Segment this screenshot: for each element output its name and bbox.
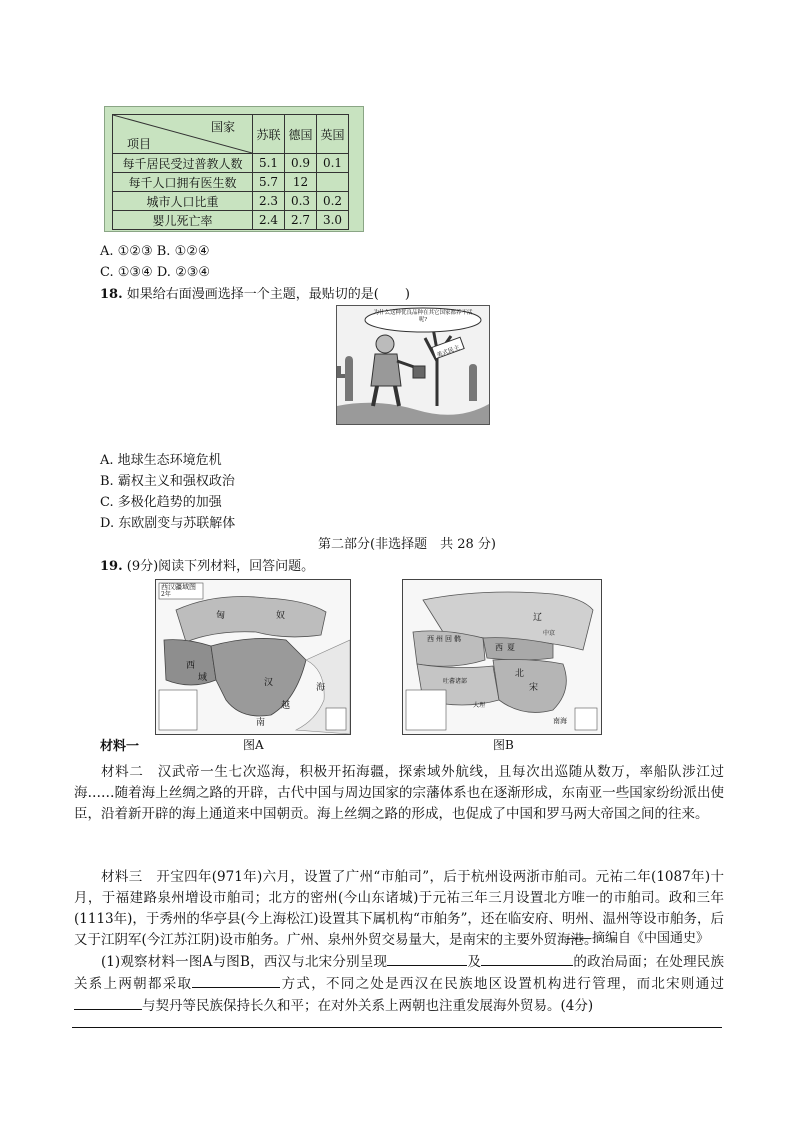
header-country: 国家 [211, 120, 236, 134]
answer-blank[interactable] [74, 995, 142, 1010]
cell: 0.2 [317, 192, 349, 211]
q19-sub1-text: 的政治局面；在处理民族关系上两朝都采取 [74, 954, 725, 992]
map-a-label: 汉 [264, 678, 274, 688]
table-row [113, 154, 349, 173]
map-a-label: 南 [256, 718, 266, 728]
map-b-drawing [403, 580, 601, 734]
q18-option-a: A. 地球生态环境危机 [100, 453, 222, 468]
row-label: 城市人口比重 [113, 192, 253, 211]
map-a-label: 域 [198, 673, 208, 683]
header-item: 项目 [127, 137, 152, 151]
map-b-label: 大理 [473, 702, 486, 709]
column-header: 英国 [317, 115, 349, 154]
map-b-label: 回 [445, 635, 452, 643]
cell: 2.7 [285, 211, 317, 230]
statistics-table-panel [104, 106, 364, 232]
q19-intro: (9分)阅读下列材料，回答问题。 [126, 559, 315, 574]
cell: 0.9 [285, 154, 317, 173]
table-row [113, 192, 349, 211]
cell: 12 [285, 173, 317, 192]
q19-sub1-text: 方式，不同之处是西汉在民族地区设置机构进行管理，而北宋则通过 [280, 976, 725, 992]
answer-blank[interactable] [387, 951, 467, 966]
map-a-title: 西汉疆域图 [161, 583, 196, 591]
q18-stem-text: 如果给右面漫画选择一个主题，最贴切的是( ) [126, 287, 410, 302]
material3-text: 材料三 开宝四年(971年)六月，设置了广州“市舶司”，后于杭州设两浙市舶司。元祐二年(1087年)十月，于福建路泉州增设市舶司；北方的密州(今山东诸城)于元祐三年三月设置北方唯一的市舶司。政和三年(1113年)，于秀州的华亭县(今上海松江)设置其下属机构“市舶务”，还在临安府、明州、温州等设市舶务，后又于江阴军(今江苏江阴)设市舶务。广州、泉州外贸交易量大，是南宋的主要外贸海港。 [74, 869, 724, 948]
cell: 3.0 [317, 211, 349, 230]
material2-text: 材料二 汉武帝一生七次巡海，积极开拓海疆，探索域外航线，且每次出巡随从数万，率船队涉江过海……随着海上丝绸之路的开辟，古代中国与周边国家的宗藩体系也在逐渐形成，东南亚一些国家纷纷派出使臣，沿着新开辟的海上通道来中国朝贡。海上丝绸之路的形成，也促成了中国和罗马两大帝国之间的往来。 [74, 764, 724, 822]
map-b-label: 中京 [543, 630, 556, 637]
q19-stem [100, 557, 314, 577]
map-b-label: 北 [515, 669, 525, 679]
map-b-label: 宋 [529, 683, 539, 693]
map-a [155, 579, 351, 735]
q19-sub1-text: 及 [467, 954, 482, 970]
row-label: 婴儿死亡率 [113, 211, 253, 230]
map-b [402, 579, 602, 735]
statistics-table [112, 114, 349, 230]
cartoon-speech-bubble: 为什么这种优良品种在其它国家都养不活呢? [373, 310, 473, 323]
q18-option-c: C. 多极化趋势的加强 [100, 495, 222, 510]
q18-stem [100, 285, 410, 305]
map-b-label: 南海 [553, 717, 567, 725]
q19-sub1 [74, 951, 724, 1017]
table-corner-header [113, 115, 253, 154]
source-citation: ——摘编自《中国通史》 [566, 931, 710, 946]
map-a-label: 匈 [216, 611, 226, 621]
q18-number: 18. [100, 287, 123, 302]
column-header: 德国 [285, 115, 317, 154]
map-a-label: 越 [281, 701, 291, 711]
map-b-label: 鹘 [454, 635, 461, 643]
cell: 5.7 [253, 173, 285, 192]
cell: 2.4 [253, 211, 285, 230]
row-label: 每千人口拥有医生数 [113, 173, 253, 192]
map-a-label: 奴 [276, 611, 286, 621]
map-b-label: 西 [495, 643, 503, 652]
part2-title: 第二部分(非选择题 共 28 分) [318, 537, 496, 552]
cell: 0.3 [285, 192, 317, 211]
map-a-label: 西 [186, 661, 196, 671]
map-a-subtitle: 2年 [161, 591, 171, 598]
map-b-label: 夏 [507, 643, 515, 652]
map-a-label: 海 [316, 683, 326, 693]
map-a-caption: 图A [243, 738, 264, 752]
answer-blank[interactable] [481, 951, 573, 966]
q18-option-b: B. 霸权主义和强权政治 [100, 474, 235, 489]
cell: 2.3 [253, 192, 285, 211]
q17-options-line1: A. ①②③ B. ①②④ [100, 244, 210, 259]
column-header: 苏联 [253, 115, 285, 154]
map-b-caption: 图B [493, 738, 514, 752]
map-b-label: 辽 [533, 613, 543, 623]
table-row [113, 173, 349, 192]
answer-line[interactable] [72, 1027, 722, 1028]
cartoon-tag: 美式民主 [435, 344, 461, 360]
map-a-drawing [156, 580, 350, 734]
q19-sub1-text: (1)观察材料一图A与图B，西汉与北宋分别呈现 [101, 954, 388, 970]
answer-blank[interactable] [192, 973, 280, 988]
table-row [113, 211, 349, 230]
cell: 0.1 [317, 154, 349, 173]
cell [317, 173, 349, 192]
q17-options-line2: C. ①③④ D. ②③④ [100, 265, 211, 280]
map-b-label: 西 [427, 635, 434, 643]
q18-option-d: D. 东欧剧变与苏联解体 [100, 516, 236, 531]
q19-number: 19. [100, 559, 123, 574]
cartoon-image [336, 305, 490, 425]
q19-sub1-text: 与契丹等民族保持长久和平；在对外关系上两朝也注重发展海外贸易。(4分) [142, 998, 594, 1014]
map-b-label: 吐蕃诸部 [443, 678, 468, 685]
row-label: 每千居民受过普教人数 [113, 154, 253, 173]
material1-label: 材料一 [100, 739, 140, 754]
cell: 5.1 [253, 154, 285, 173]
map-b-label: 州 [436, 635, 443, 643]
